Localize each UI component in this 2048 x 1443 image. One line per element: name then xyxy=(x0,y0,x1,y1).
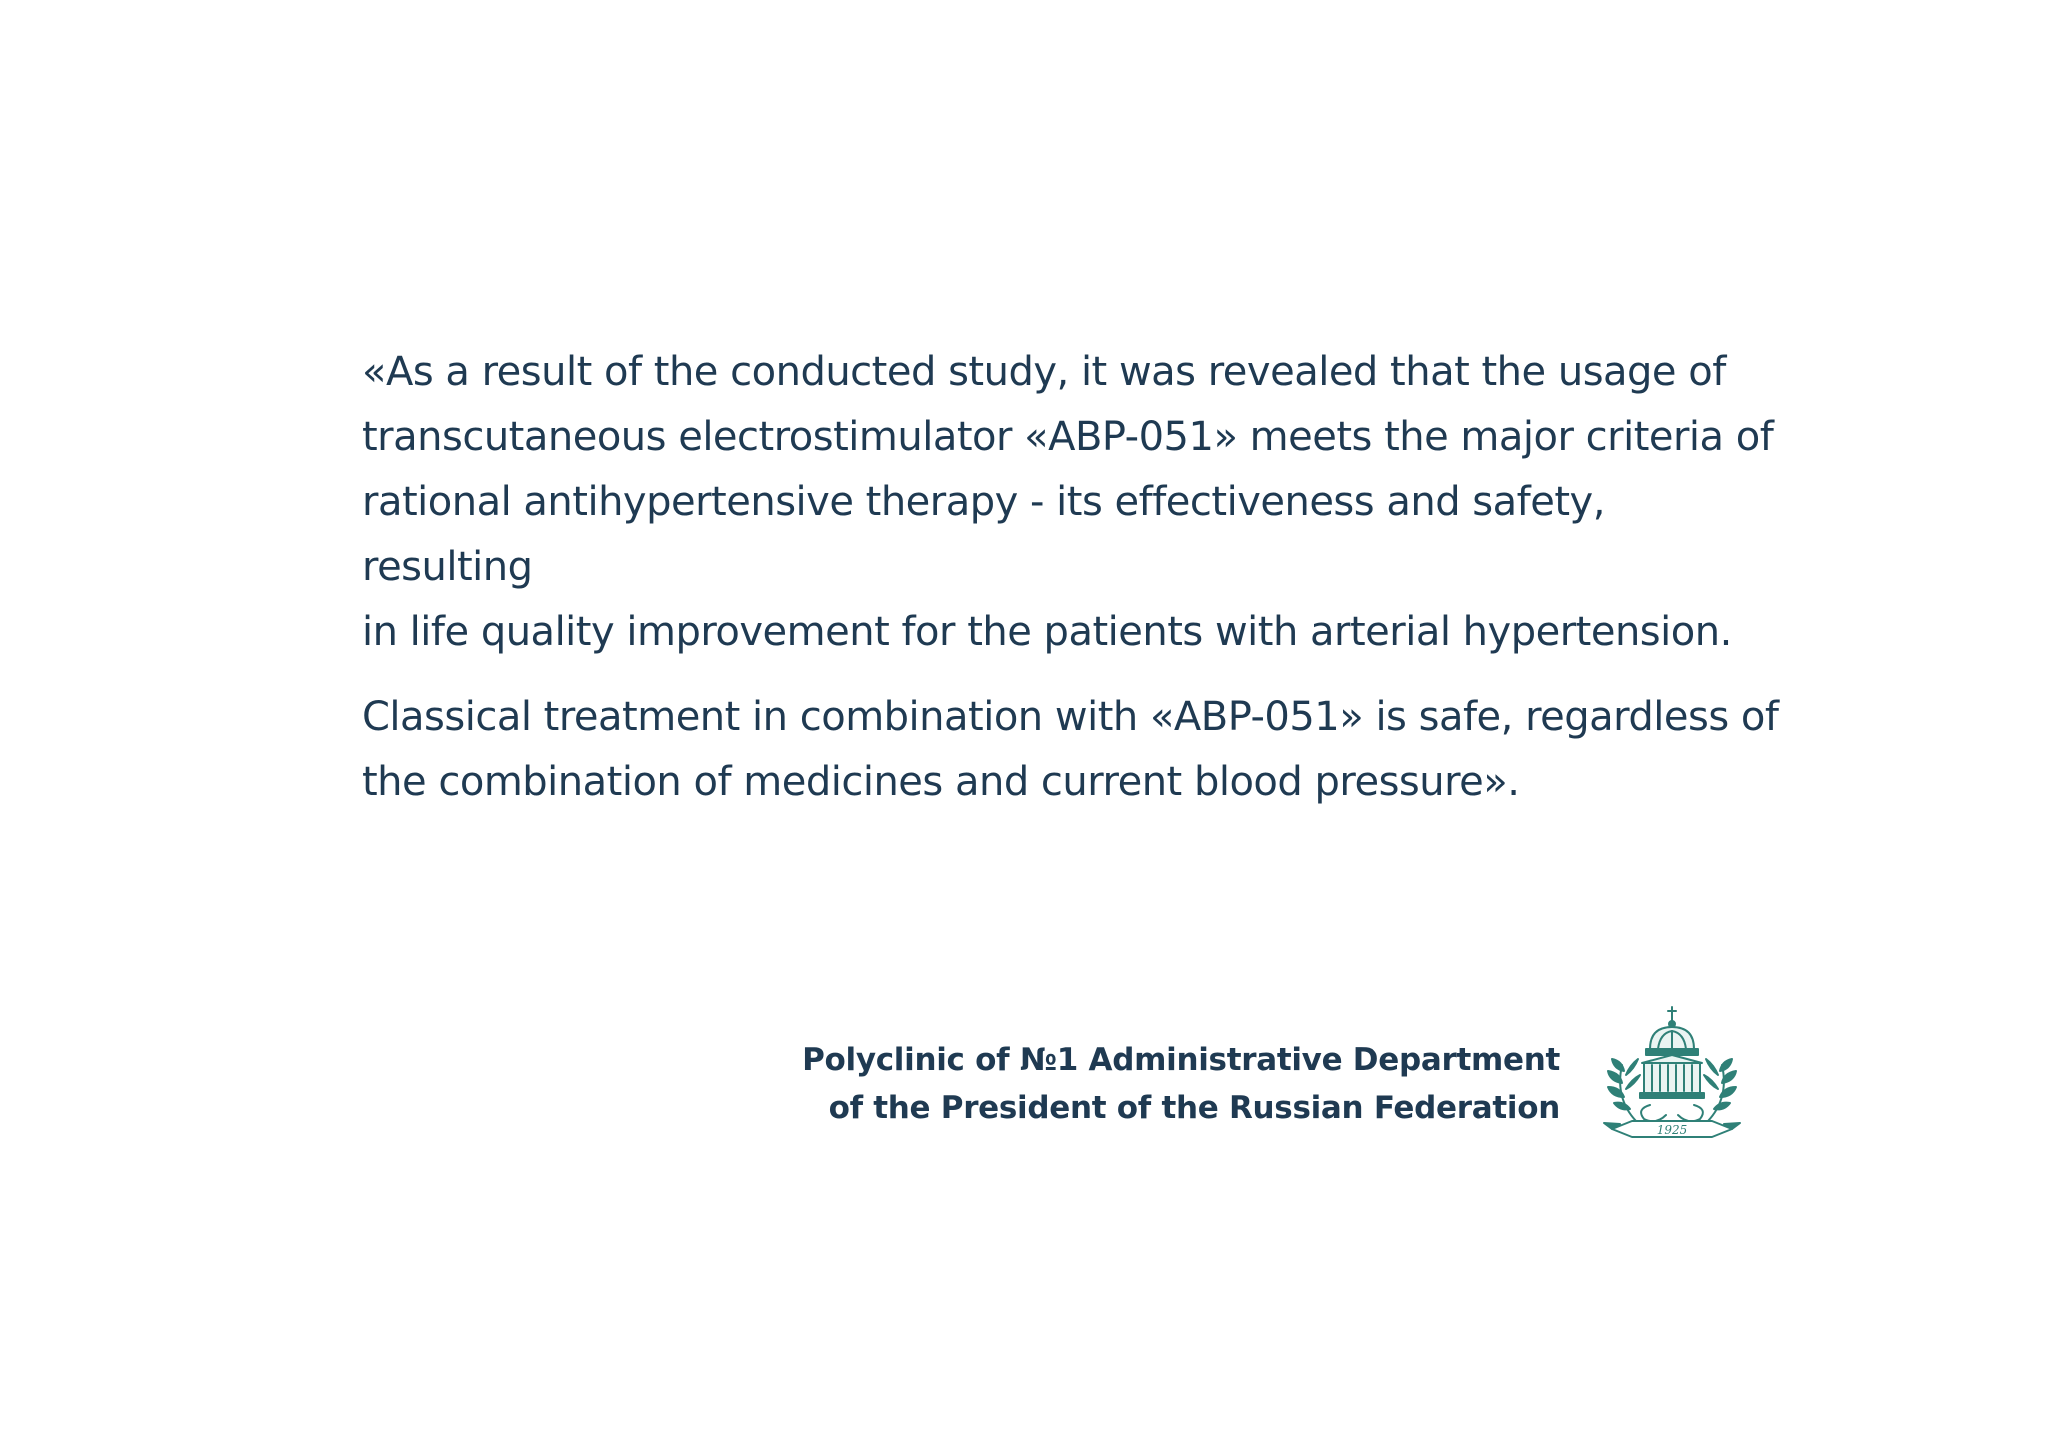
emblem-year: 1925 xyxy=(1656,1123,1688,1137)
quote-block xyxy=(362,340,1782,815)
attribution-line-2: of the President of the Russian Federation xyxy=(828,1090,1560,1126)
attribution-line-1: Polyclinic of №1 Administrative Department xyxy=(802,1042,1560,1078)
attribution xyxy=(760,1036,1560,1132)
quote-paragraph-2: Classical treatment in combination with «ABP-051» is safe, regardless of the combination of medicines and current blood pressure». xyxy=(362,694,1779,805)
quote-paragraph-1: «As a result of the conducted study, it was revealed that the usage of transcutaneous electrostimulator «ABP-051» meets the major criteria of rational antihypertensive therapy - its effectiveness and safety, resulting in life quality improvement for the patients with arterial hypertension. xyxy=(362,349,1774,655)
polyclinic-emblem-icon xyxy=(1600,1005,1745,1145)
